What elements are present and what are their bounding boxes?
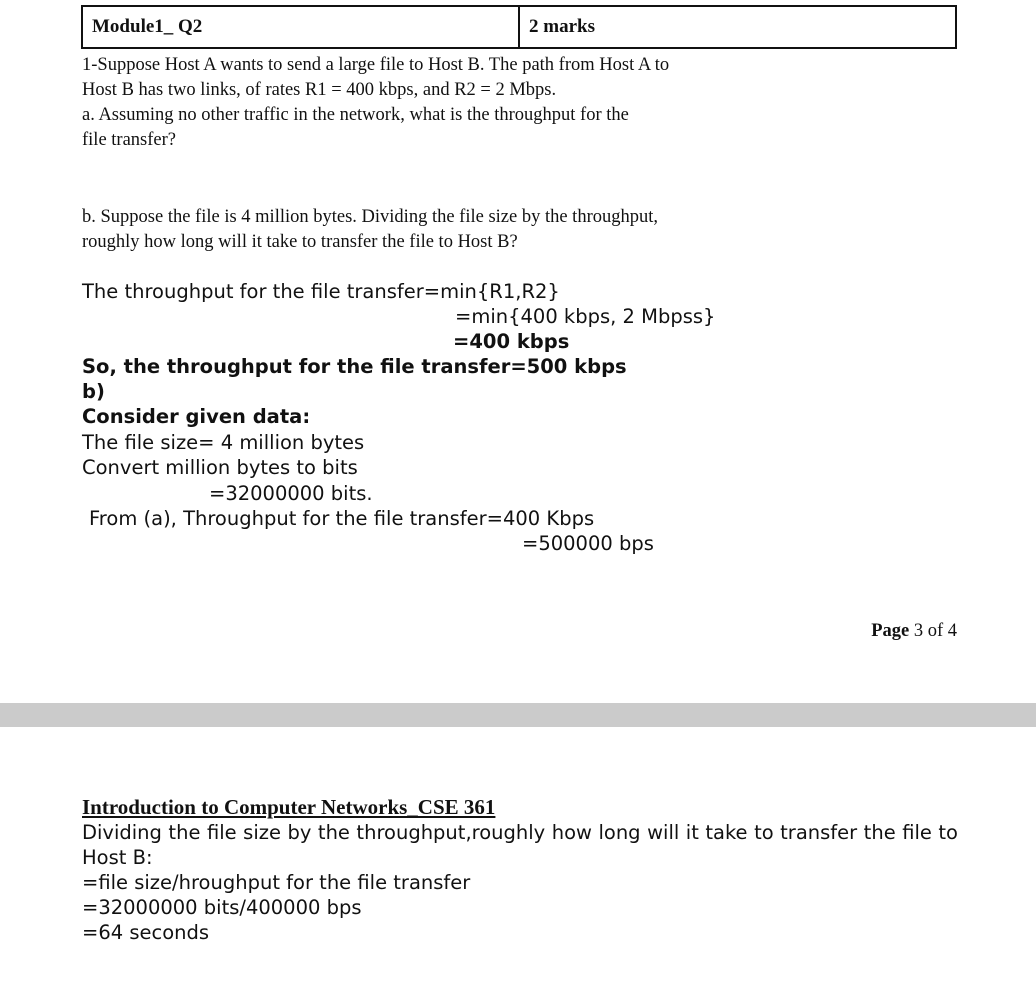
header-table	[81, 5, 957, 49]
page2-line-3: =64 seconds	[82, 921, 210, 944]
page-word: Page	[871, 621, 910, 641]
module-cell: Module1_ Q2	[83, 7, 520, 47]
page2-paragraph: Dividing the file size by the throughput,roughly how long will it take to transfer the file to Host B:	[82, 821, 958, 869]
answer-line-4: So, the throughput for the file transfer=500 kbps	[82, 355, 627, 378]
question-line-3: a. Assuming no other traffic in the network, what is the throughput for the	[82, 105, 629, 125]
page-number	[871, 621, 957, 642]
answer-line-2: =min{400 kbps, 2 Mbpss}	[455, 305, 716, 328]
course-title: Introduction to Computer Networks_CSE 361	[82, 795, 496, 819]
question-line-4: file transfer?	[82, 130, 176, 150]
answer-line-7: The file size= 4 million bytes	[82, 431, 365, 454]
question-line-2: Host B has two links, of rates R1 = 400 kbps, and R2 = 2 Mbps.	[82, 80, 557, 100]
answer-line-11: =500000 bps	[522, 532, 654, 555]
question-line-6: roughly how long will it take to transfer the file to Host B?	[82, 232, 518, 252]
page-count: 3 of 4	[913, 621, 957, 641]
answer-line-6: Consider given data:	[82, 405, 311, 428]
marks-cell: 2 marks	[529, 16, 595, 37]
answer-line-3: =400 kbps	[453, 330, 570, 353]
page2-line-1: =file size/hroughput for the file transfer	[82, 871, 471, 894]
question-line-1: 1-Suppose Host A wants to send a large file to Host B. The path from Host A to	[82, 55, 670, 75]
question-line-5: b. Suppose the file is 4 million bytes. Dividing the file size by the throughput,	[82, 207, 659, 227]
answer-line-10: From (a), Throughput for the file transfer=400 Kbps	[89, 507, 595, 530]
answer-line-5: b)	[82, 380, 105, 403]
answer-line-9: =32000000 bits.	[209, 482, 373, 505]
page2-line-2: =32000000 bits/400000 bps	[82, 896, 362, 919]
page-separator	[0, 703, 1036, 727]
answer-line-1: The throughput for the file transfer=min{R1,R2}	[82, 280, 560, 303]
answer-line-8: Convert million bytes to bits	[82, 456, 358, 479]
